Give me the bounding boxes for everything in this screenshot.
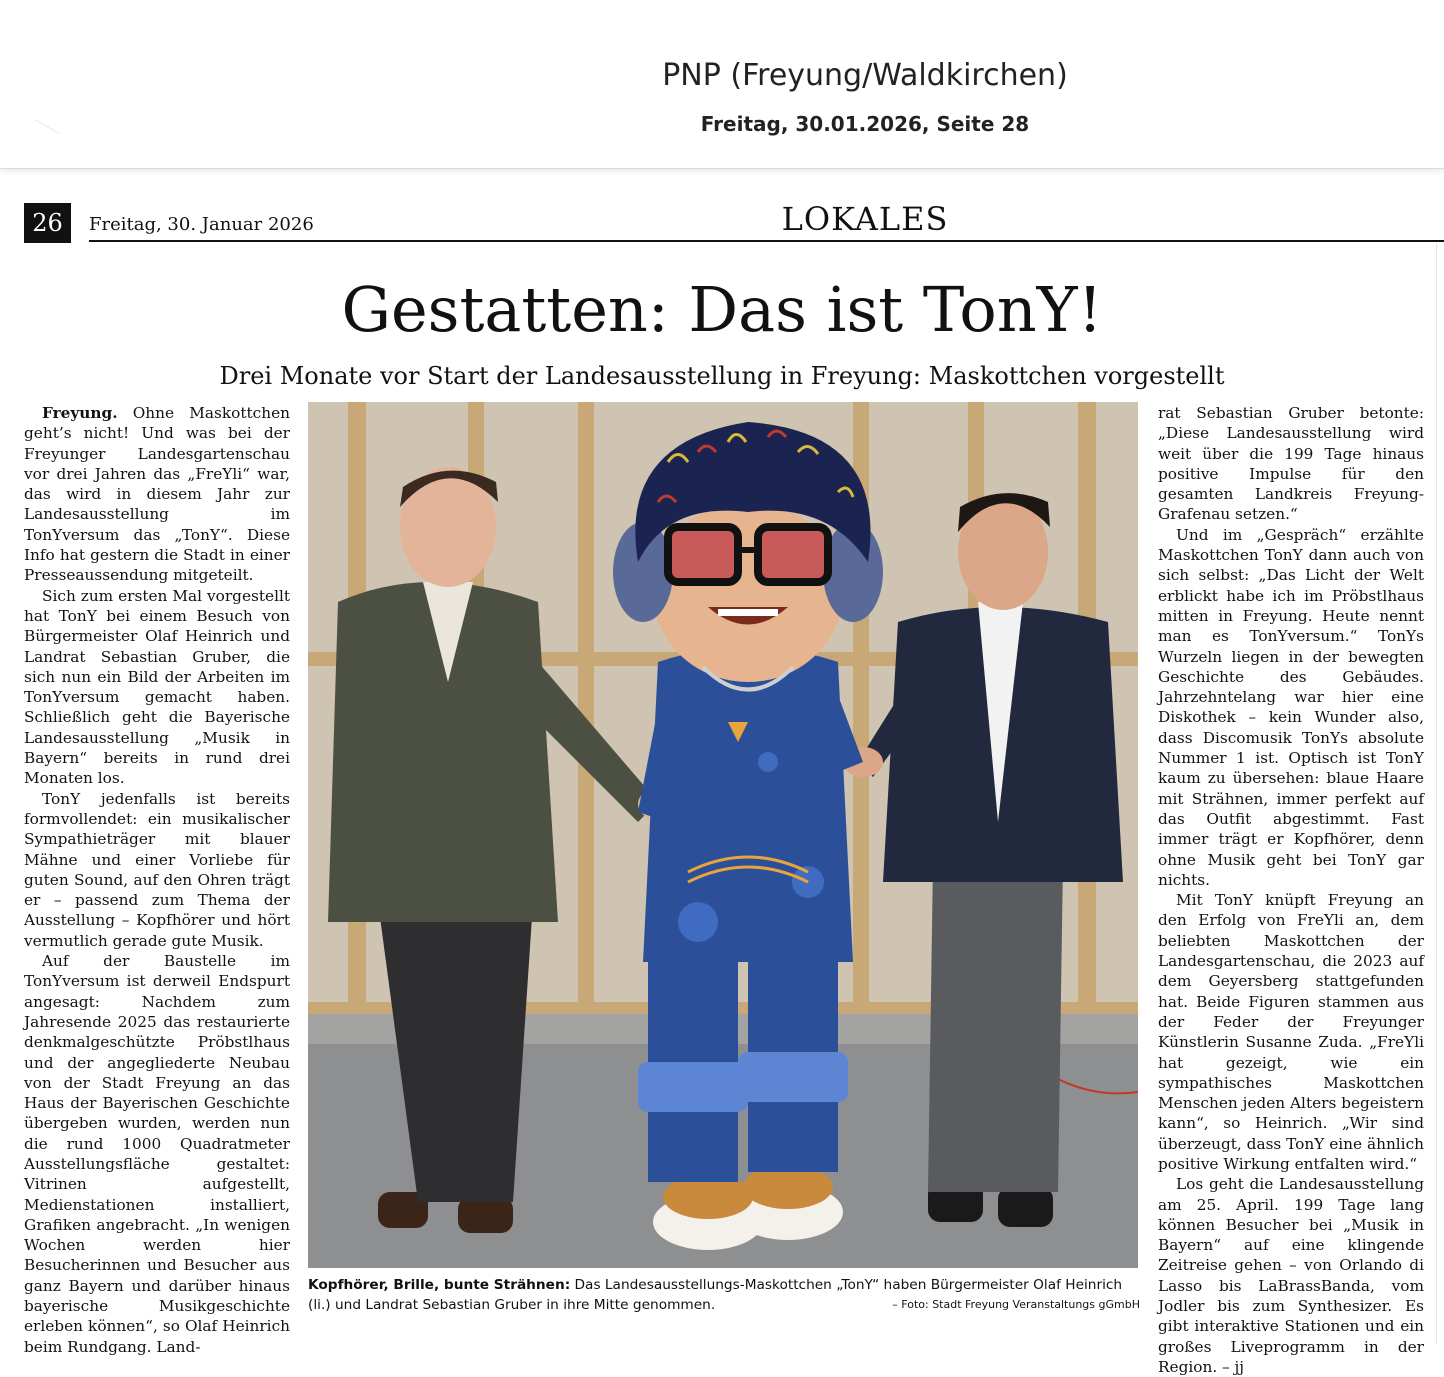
article-paragraph: Und im „Gespräch“ erzählte Maskottchen TonY dann auch von sich selbst: „Das Licht der Welt erblickt habe ich im Pröbstlhaus mitten in Freyung. Heute nennt man es TonYversum.“ TonYs Wurzeln liegen in der bewegten Geschichte des Gebäudes. Jahrzehntelang war hier eine Diskothek – kein Wunder also, dass Discomusik TonYs absolute Nummer 1 ist. Optisch ist TonY kaum zu übersehen: blaue Haare mit Strähnen, immer perfekt auf das Outfit abgestimmt. Fast immer trägt er Kopfhörer, denn ohne Musik geht bei TonY gar nichts. bbox=[1158, 525, 1424, 889]
page-edge-line bbox=[1436, 243, 1437, 1344]
article-column-left bbox=[24, 403, 290, 1357]
source-header bbox=[0, 0, 1444, 169]
source-date-page: Freitag, 30.01.2026, Seite 28 bbox=[700, 112, 1030, 136]
article-headline: Gestatten: Das ist TonY! bbox=[341, 273, 1103, 346]
dateline: Freyung. bbox=[42, 404, 118, 422]
article-paragraph: TonY jedenfalls ist bereits formvollendet: ein musikalischer Sympathieträger mit blauer Mähne und einer Vorliebe für guten Sound, auf den Ohren trägt er – passend zum Thema der Ausstellung – Kopfhörer und hört vermutlich gerade gute Musik. bbox=[24, 789, 290, 950]
page-date: Freitag, 30. Januar 2026 bbox=[89, 214, 314, 235]
article-paragraph: Sich zum ersten Mal vorgestellt hat TonY bei einem Besuch von Bürgermeister Olaf Heinrich und Landrat Sebastian Gruber, die sich nun ein Bild der Arbeiten im TonYversum gemacht haben. Schließlich geht die Bayerische Landesausstellung „Musik in Bayern“ bereits in rund drei Monaten los. bbox=[24, 586, 290, 788]
article-paragraph: Auf der Baustelle im TonYversum ist derweil Endspurt angesagt: Nachdem zum Jahresende 2025 das restaurierte denkmalgeschützte Pröbstlhaus und der angegliederte Neubau von der Stadt Freyung an das Haus der Bayerischen Geschichte übergeben wurden, werden nun die rund 1000 Quadratmeter Ausstellungsfläche gestaltet: Vitrinen aufgestellt, Medienstationen installiert, Grafiken angebracht. „In wenigen Wochen werden hier Besucherinnen und Besucher aus ganz Bayern und darüber hinaus bayerische Musikgeschichte erleben können“, so Olaf Heinrich beim Rundgang. Land- bbox=[24, 952, 290, 1356]
article-paragraph: rat Sebastian Gruber betonte: „Diese Landesausstellung wird weit über die 199 Tage hinaus positive Impulse für den gesamten Landkreis Freyung-Grafenau setzen.“ bbox=[1158, 404, 1424, 524]
article-subhead: Drei Monate vor Start der Landesausstellung in Freyung: Maskottchen vorgestellt bbox=[219, 362, 1225, 390]
paragraph-text: Ohne Maskottchen geht’s nicht! Und was bei der Freyunger Landesgartenschau vor drei Jahren das „FreYli“ war, das wird in diesem Jahr zur Landesausstellung im TonYversum das „TonY“. Diese Info hat gestern die Stadt in einer Presseaussendung mitgeteilt. bbox=[24, 404, 290, 585]
photo-illustration bbox=[308, 402, 1138, 1268]
article-photo bbox=[308, 402, 1138, 1268]
caption-lead: Kopfhörer, Brille, bunte Strähnen: bbox=[308, 1277, 571, 1293]
source-title: PNP (Freyung/Waldkirchen) bbox=[662, 58, 1068, 93]
article-column-right bbox=[1158, 403, 1424, 1377]
article-paragraph: Los geht die Landesausstellung am 25. April. 199 Tage lang können Besucher bei „Musik in Bayern“ auf eine klingende Zeitreise gehen – von Orlando di Lasso bis LaBrassBanda, vom Jodler bis zum Synthesizer. Es gibt interaktive Stationen und ein großes Liveprogramm in der Region. – jj bbox=[1158, 1175, 1424, 1376]
header-rule bbox=[89, 240, 1444, 242]
article-paragraph: Mit TonY knüpft Freyung an den Erfolg von FreYli an, dem beliebten Maskottchen der Landesgartenschau, die 2023 auf dem Geyersberg stattgefunden hat. Beide Figuren stammen aus der Feder der Freyunger Künstlerin Susanne Zuda. „FreYli hat gezeigt, wie ein sympathisches Maskottchen Menschen jeden Alters begeistern kann“, so Heinrich. „Wir sind überzeugt, dass TonY eine ähnlich positive Wirkung entfalten wird.“ bbox=[1158, 891, 1424, 1173]
photo-caption bbox=[308, 1275, 1140, 1315]
caption-text: Das Landesausstellungs-Maskottchen „TonY“ haben Bürgermeister Olaf Heinrich (li.) und Landrat Sebastian Gruber in ihre Mitte genommen. bbox=[308, 1277, 1123, 1313]
article-paragraph bbox=[24, 403, 290, 586]
section-name: LOKALES bbox=[781, 200, 949, 238]
page-number: 26 bbox=[24, 203, 71, 243]
photo-credit: – Foto: Stadt Freyung Veranstaltungs gGmbH bbox=[892, 1298, 1140, 1311]
